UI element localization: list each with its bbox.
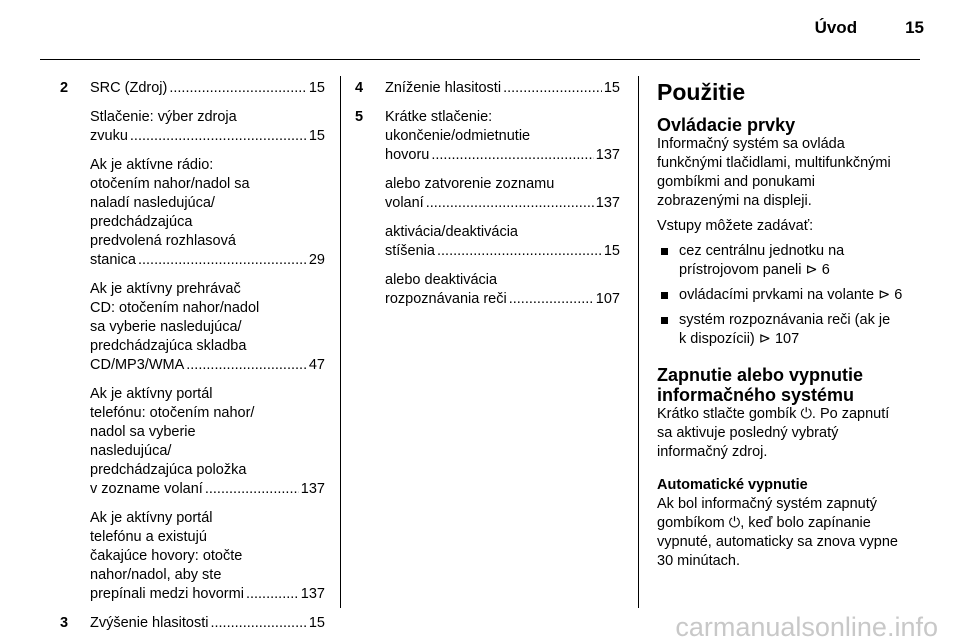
leader-dots xyxy=(169,79,307,98)
watermark: carmanualsonline.info xyxy=(675,612,938,642)
column-1 xyxy=(60,79,325,643)
entry-paragraph: SRC (Zdroj) ..... 15 xyxy=(90,79,325,98)
subheading-controls: Ovládacie prvky xyxy=(657,115,796,135)
header-rule xyxy=(40,59,920,60)
subheading-auto-off: Automatické vypnutie xyxy=(657,477,808,493)
subheading-power: Zapnutie alebo vypnutie informačného systému xyxy=(657,365,864,405)
entry-number: 2 xyxy=(60,80,69,96)
leader-dots xyxy=(205,480,299,499)
page-reference: 137 xyxy=(300,586,325,602)
list-item: cez centrálnu jednotku na prístrojovom paneli ⊳ 6 xyxy=(657,242,925,280)
entry-paragraph: aktivácia/deaktivácia stíšenia ..... 15 xyxy=(385,223,620,261)
entry-paragraph: Stlačenie: výber zdroja zvuku ..... 15 xyxy=(90,108,325,146)
chapter-title: Úvod xyxy=(814,18,858,37)
leader-dots xyxy=(437,242,602,261)
list-item: systém rozpoznávania reči (ak je k dispozícii) ⊳ 107 xyxy=(657,311,925,349)
bullet-icon xyxy=(661,292,668,299)
leader-dots xyxy=(210,614,306,633)
leader-dots xyxy=(431,146,593,165)
column-divider-1 xyxy=(340,76,341,608)
bullet-icon xyxy=(661,317,668,324)
leader-dots xyxy=(186,356,307,375)
page-reference: 137 xyxy=(595,195,620,211)
entry-number: 4 xyxy=(355,80,364,96)
leader-dots xyxy=(130,127,307,146)
leader-dots xyxy=(503,79,602,98)
input-list xyxy=(657,242,925,349)
page-reference: 107 xyxy=(595,291,620,307)
section-title: Použitie xyxy=(657,79,746,105)
page-reference: 29 xyxy=(308,252,325,268)
index-entry xyxy=(355,79,620,98)
page-reference: 15 xyxy=(308,128,325,144)
entry-paragraph: Ak je aktívny portál telefónu: otočením nahor/ nadol sa vyberie nasledujúca/ predchádzajúca položka v zozname volaní ..... 137 xyxy=(90,385,325,499)
auto-off-paragraph: Ak bol informačný systém zapnutý gombíkom ⏻, keď bolo zapínanie vypnuté, automaticky sa znova vypne 30 minútach. xyxy=(657,496,898,569)
inputs-intro: Vstupy môžete zadávať: xyxy=(657,218,814,234)
index-entry xyxy=(355,108,620,309)
page-reference: 137 xyxy=(595,147,620,163)
controls-intro: Informačný systém sa ovláda funkčnými tlačidlami, multifunkčnými gombíkmi and ponukami zobrazenými na displeji. xyxy=(657,136,891,209)
power-paragraph: Krátko stlačte gombík ⏻. Po zapnutí sa aktivuje posledný vybratý informačný zdroj. xyxy=(657,406,890,460)
entry-paragraph: Ak je aktívne rádio: otočením nahor/nadol sa naladí nasledujúca/ predchádzajúca predvolená rozhlasová stanica ..... 29 xyxy=(90,156,325,270)
list-item: ovládacími prvkami na volante ⊳ 6 xyxy=(657,286,925,305)
index-entry xyxy=(60,614,325,633)
column-divider-2 xyxy=(638,76,639,608)
entry-paragraph: Zníženie hlasitosti ..... 15 xyxy=(385,79,620,98)
page-number: 15 xyxy=(905,18,924,37)
entry-paragraph: alebo deaktivácia rozpoznávania reči ..... 107 xyxy=(385,271,620,309)
page-header xyxy=(815,18,924,37)
page-reference: 15 xyxy=(308,615,325,631)
page-reference: 47 xyxy=(308,357,325,373)
bullet-icon xyxy=(661,248,668,255)
page-reference: 15 xyxy=(603,80,620,96)
entry-paragraph: Ak je aktívny prehrávač CD: otočením nahor/nadol sa vyberie nasledujúca/ predchádzajúca skladba CD/MP3/WMA ..... 47 xyxy=(90,280,325,375)
page-reference: 137 xyxy=(300,481,325,497)
entry-number: 3 xyxy=(60,615,69,631)
entry-paragraph: alebo zatvorenie zoznamu volaní ..... 137 xyxy=(385,175,620,213)
page-reference: 15 xyxy=(308,80,325,96)
entry-number: 5 xyxy=(355,109,364,125)
entry-paragraph: Krátke stlačenie: ukončenie/odmietnutie hovoru ..... 137 xyxy=(385,108,620,165)
column-3 xyxy=(657,79,925,577)
leader-dots xyxy=(138,251,307,270)
page-reference: 15 xyxy=(603,243,620,259)
entry-paragraph: Ak je aktívny portál telefónu a existujú čakajúce hovory: otočte nahor/nadol, aby ste prepínali medzi hovormi ..... 137 xyxy=(90,509,325,604)
leader-dots xyxy=(426,194,594,213)
column-2 xyxy=(355,79,620,319)
leader-dots xyxy=(246,585,299,604)
index-entry xyxy=(60,79,325,604)
entry-paragraph: Zvýšenie hlasitosti ..... 15 xyxy=(90,614,325,633)
leader-dots xyxy=(509,290,594,309)
